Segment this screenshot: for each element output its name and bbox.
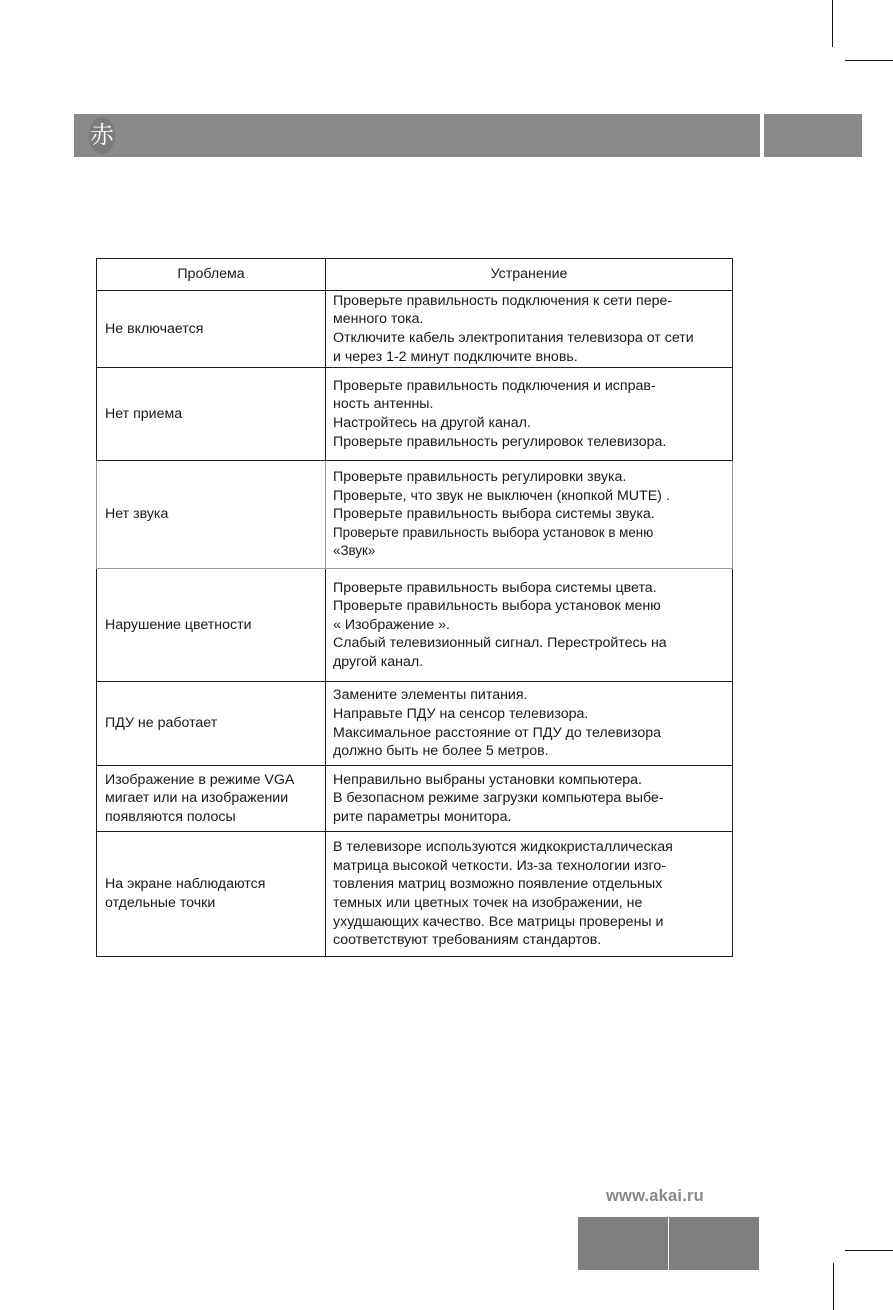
solution-text: Настройтесь на другой канал. — [333, 415, 531, 431]
akai-kanji-logo-icon: 赤 — [89, 117, 115, 154]
problem-cell — [97, 832, 326, 957]
solution-cell — [326, 291, 733, 368]
solution-text: Неправильно выбраны установки компьютера. — [333, 771, 642, 788]
solution-text: Отключите кабель электропитания телевизора от сети — [333, 330, 694, 346]
solution-cell — [326, 682, 733, 766]
solution-text: Проверьте правильность выбора системы цвета. — [333, 579, 657, 596]
problem-cell — [97, 368, 326, 461]
problem-cell — [97, 682, 326, 766]
problem-text: На экране наблюдаются — [105, 876, 266, 893]
table-row — [97, 569, 733, 682]
solution-text: Проверьте, что звук не выключен (кнопкой MUTE) . — [333, 487, 670, 504]
problem-cell — [97, 766, 326, 832]
solution-text: другой канал. — [333, 653, 424, 670]
solution-cell — [326, 461, 733, 569]
page-number-block-left — [578, 1217, 668, 1270]
solution-text: «Звук» — [333, 543, 376, 559]
crop-mark-top-horizontal — [845, 60, 893, 61]
solution-text: Проверьте правильность выбора системы звука. — [333, 506, 655, 523]
solution-text: « Изображение ». — [333, 616, 450, 633]
solution-text: ность антенны. — [333, 396, 434, 413]
problem-text: отдельные точки — [105, 895, 216, 911]
solution-text: темных или цветных точек на изображении, не — [333, 895, 643, 911]
solution-text: Замените элементы питания. — [333, 687, 528, 704]
crop-mark-top-vertical — [832, 0, 833, 47]
troubleshooting-table — [96, 258, 733, 957]
solution-text: Слабый телевизионный сигнал. Перестройтесь на — [333, 635, 667, 652]
solution-text: товления матриц возможно появление отдельных — [333, 876, 663, 893]
solution-text: рите параметры монитора. — [333, 808, 512, 825]
problem-text: Нет звука — [105, 506, 169, 523]
solution-cell — [326, 766, 733, 832]
website-url: www.akai.ru — [606, 1187, 704, 1205]
problem-text: Нарушение цветности — [105, 616, 252, 633]
table-header-row — [97, 259, 733, 291]
solution-text: соответствуют требованиям стандартов. — [333, 932, 602, 949]
solution-text: Проверьте правильность подключения к сети пере- — [333, 292, 673, 309]
solution-text: Проверьте правильность подключения и исправ- — [333, 377, 656, 394]
table-row — [97, 368, 733, 461]
solution-text: Проверьте правильность регулировок телевизора. — [333, 433, 667, 450]
solution-text: должно быть не более 5 метров. — [333, 743, 549, 760]
section-header-tab — [764, 114, 862, 157]
solution-text: Проверьте правильность регулировки звука. — [333, 469, 627, 486]
solution-text: матрица высокой четкости. Из-за технологии изго- — [333, 857, 666, 874]
page-number-block-right — [669, 1217, 759, 1270]
table-row — [97, 832, 733, 957]
solution-text: В телевизоре используются жидкокристаллическая — [333, 839, 673, 856]
solution-text: менного тока. — [333, 311, 424, 328]
solution-text: и через 1-2 минут подключите вновь. — [333, 348, 578, 365]
problem-text: Нет приема — [105, 405, 183, 422]
solution-text: В безопасном режиме загрузки компьютера выбе- — [333, 790, 664, 807]
problem-cell — [97, 461, 326, 569]
table-row — [97, 682, 733, 766]
problem-cell — [97, 291, 326, 368]
solution-text: Максимальное расстояние от ПДУ до телевизора — [333, 724, 662, 741]
column-header-problem: Проблема — [97, 259, 326, 291]
solution-cell — [326, 368, 733, 461]
solution-cell — [326, 832, 733, 957]
problem-text: Не включается — [105, 320, 204, 337]
table-row — [97, 291, 733, 368]
problem-text: мигает или на изображении — [105, 790, 289, 807]
solution-text: Проверьте правильность выбора установок в меню — [333, 524, 654, 540]
solution-cell — [326, 569, 733, 682]
crop-mark-bottom-vertical — [833, 1263, 834, 1310]
problem-cell — [97, 569, 326, 682]
table-row — [97, 461, 733, 569]
section-header-bar — [74, 114, 760, 157]
problem-text: появляются полосы — [105, 808, 236, 825]
problem-text: ПДУ не работает — [105, 715, 218, 732]
solution-text: ухудшающих качество. Все матрицы проверены и — [333, 913, 664, 930]
table-row — [97, 766, 733, 832]
problem-text: Изображение в режиме VGA — [105, 771, 295, 788]
solution-text: Проверьте правильность выбора установок меню — [333, 598, 661, 615]
crop-mark-bottom-horizontal — [845, 1250, 893, 1251]
column-header-solution: Устранение — [326, 259, 733, 291]
solution-text: Направьте ПДУ на сенсор телевизора. — [333, 705, 589, 722]
